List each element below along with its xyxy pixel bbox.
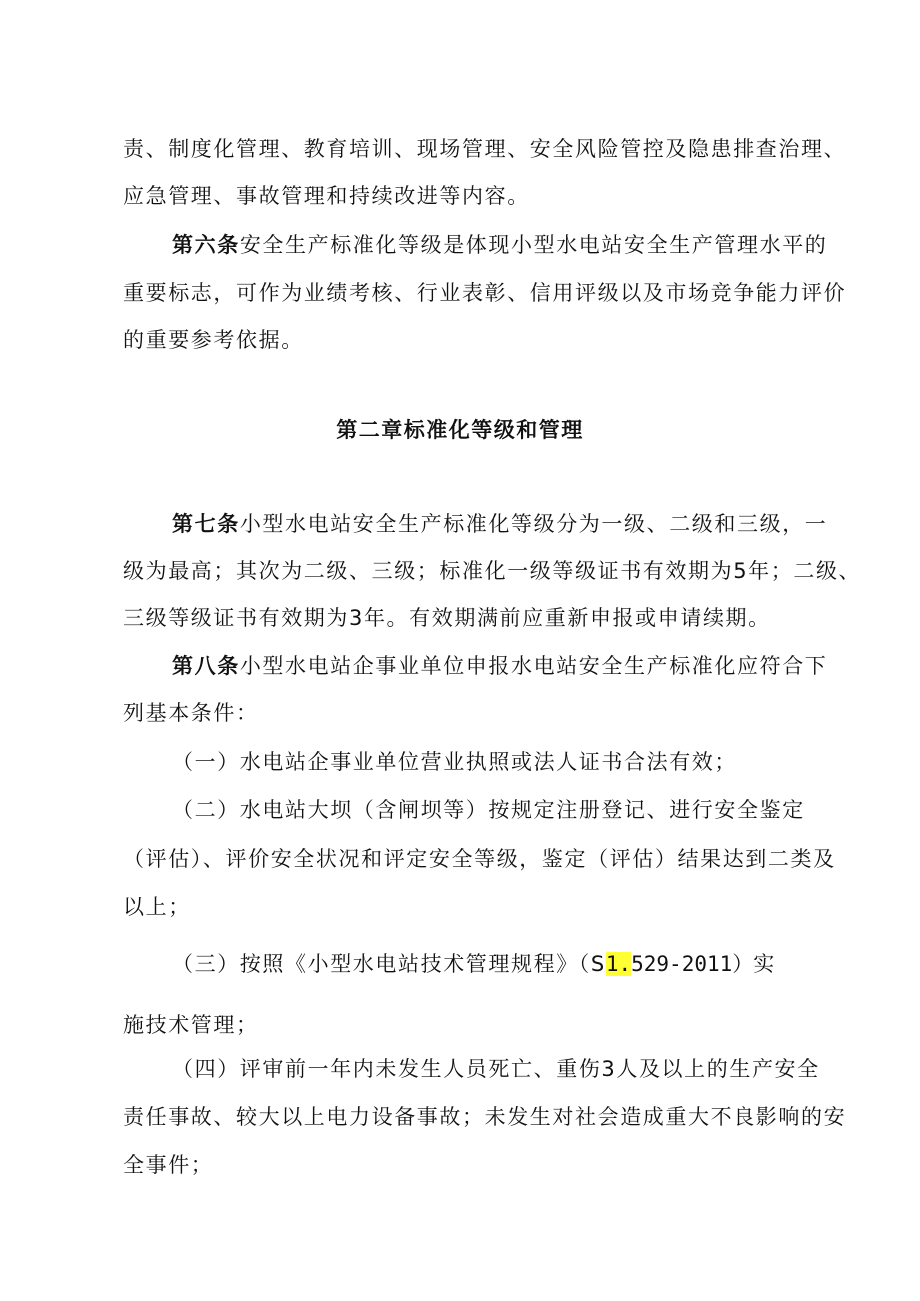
paragraph-line: 的重要参考依据。: [123, 328, 304, 352]
item-2-line: （二）水电站大坝（含闸坝等）按规定注册登记、进行安全鉴定: [172, 798, 805, 822]
item-4-line: （四）评审前一年内未发生人员死亡、重伤3人及以上的生产安全: [172, 1057, 820, 1081]
paragraph-line: 全事件；: [123, 1153, 214, 1177]
article-7-text: 小型水电站安全生产标准化等级分为一级、二级和三级，一: [239, 512, 828, 536]
paragraph-line: 级为最高；其次为二级、三级；标准化一级等级证书有效期为5年；二级、: [123, 559, 862, 583]
article-6-text: 安全生产标准化等级是体现小型水电站安全生产管理水平的: [239, 233, 828, 257]
paragraph-line: 以上；: [123, 895, 191, 919]
paragraph-line: 应急管理、事故管理和持续改进等内容。: [123, 184, 530, 208]
item-3-standard-number: 529-2011）实: [631, 952, 775, 976]
paragraph-line: 三级等级证书有效期为3年。有效期满前应重新申报或申请续期。: [123, 606, 771, 630]
item-3-line: [172, 950, 774, 978]
article-7-first-line: [172, 510, 827, 538]
paragraph-line: 责、制度化管理、教育培训、现场管理、安全风险管控及隐患排查治理、: [123, 137, 847, 161]
paragraph-line: （评估）、评价安全状况和评定安全等级，鉴定（评估）结果达到二类及: [123, 847, 836, 871]
article-8-text: 小型水电站企事业单位申报水电站安全生产标准化应符合下: [239, 654, 828, 678]
paragraph-line: 列基本条件：: [123, 701, 259, 725]
chapter-heading: 第二章标准化等级和管理: [336, 418, 584, 442]
paragraph-line: 重要标志，可作为业绩考核、行业表彰、信用评级以及市场竞争能力评价: [123, 281, 847, 305]
article-6-label: 第六条: [172, 233, 240, 257]
item-3-text-pre: （三）按照《小型水电站技术管理规程》（S: [172, 952, 606, 976]
article-8-label: 第八条: [172, 654, 240, 678]
paragraph-line: 责任事故、较大以上电力设备事故；未发生对社会造成重大不良影响的安: [123, 1105, 847, 1129]
article-8-first-line: [172, 652, 827, 680]
article-6-first-line: [172, 231, 827, 259]
paragraph-line: 施技术管理；: [123, 1013, 259, 1037]
article-7-label: 第七条: [172, 512, 240, 536]
highlighted-text: 1.: [605, 952, 632, 976]
item-1-line: （一）水电站企事业单位营业执照或法人证书合法有效；: [172, 750, 737, 774]
